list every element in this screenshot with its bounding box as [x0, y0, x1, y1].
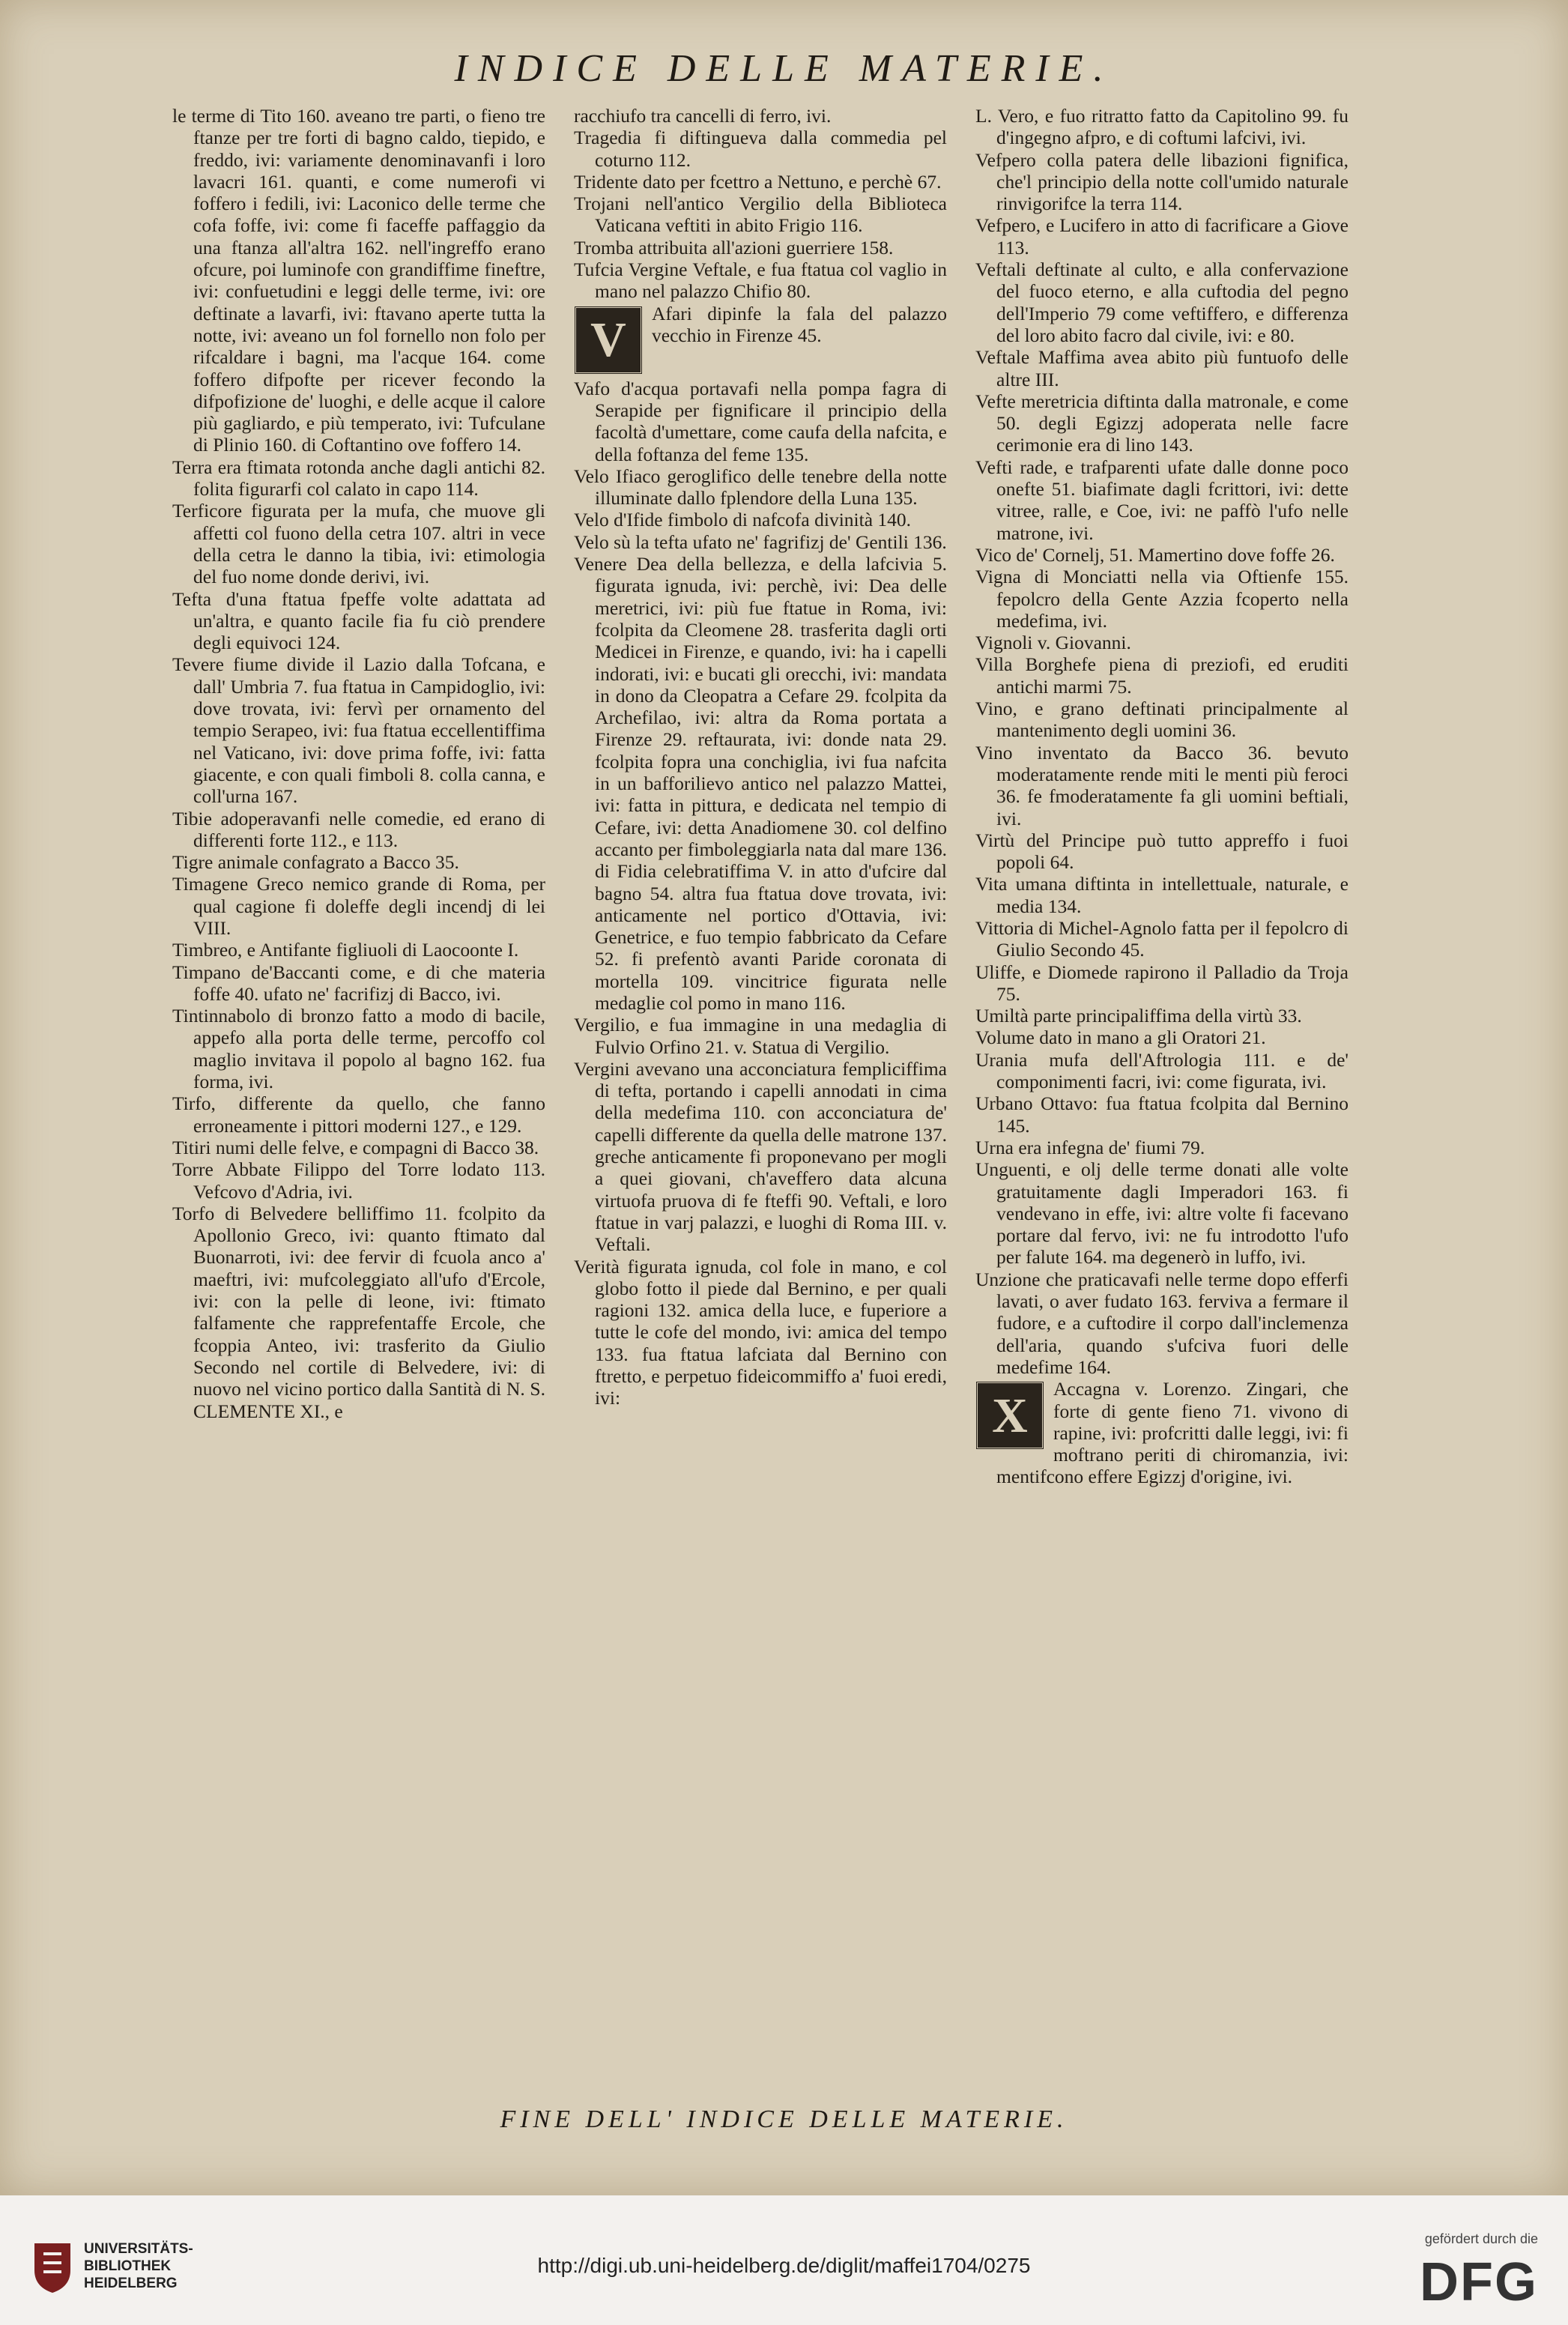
index-entry: Tigre animale confagrato a Bacco 35.	[172, 851, 459, 874]
index-entry: Tufcia Vergine Veftale, e fua ftatua col vaglio in mano nel palazzo Chifio 80.	[574, 258, 947, 303]
index-entry: Vignoli v. Giovanni.	[975, 632, 1131, 654]
index-entry: Villa Borghefe piena di preziofi, ed eruditi antichi marmi 75.	[975, 653, 1348, 698]
index-entry: Accagna v. Lorenzo. Zingari, che forte di gente fieno 71. vivono di rapine, ivi: profcritti dalle leggi, ivi: fi moftrano periti di chiromanzia, ivi: mentifcono effere Egizzj d'origine, ivi.	[996, 1378, 1348, 1488]
index-entry: Urbano Ottavo: fua ftatua fcolpita dal Bernino 145.	[975, 1092, 1348, 1137]
index-entry: Vergini avevano una acconciatura fempliciffima di tefta, portando i capelli annodati in cima della medefima 110. con acconciatura de' capelli differente da quella delle matrone 137. greche anticamente fi proponevano per mogli a quei giovani, ch'aveffero data alcuna virtuofa pruova di fe fteffi 90. Veftali, e loro ftatue in varj palazzi, e luoghi di Roma III. v. Veftali.	[574, 1057, 947, 1256]
index-entry: Velo d'Ifide fimbolo di nafcofa divinità 140.	[574, 509, 912, 531]
index-columns	[172, 105, 1348, 2075]
index-entry: Tirfo, differente da quello, che fanno erroneamente i pittori moderni 127., e 129.	[172, 1092, 545, 1137]
index-entry: Afari dipinfe la fala del palazzo vecchio in Firenze 45.	[652, 302, 947, 346]
index-entry: Umiltà parte principaliffima della virtù 33.	[975, 1005, 1302, 1027]
index-entry: Timpano de'Baccanti come, e di che materia foffe 40. ufato ne' facrifizj di Bacco, ivi.	[172, 961, 545, 1005]
index-entry: Urania mufa dell'Aftrologia 111. e de' componimenti facri, ivi: come figurata, ivi.	[975, 1048, 1348, 1093]
index-column-1	[172, 105, 545, 2075]
index-entry: Tintinnabolo di bronzo fatto a modo di bacile, appefo alla porta delle terme, percoffo col maglio invitava il popolo al bagno 162. fua forma, ivi.	[172, 1005, 545, 1093]
index-entry: Vino inventato da Bacco 36. bevuto moderatamente rende miti le menti più feroci 36. fe fmoderatamente fa gli uomini beftiali, ivi.	[975, 741, 1348, 829]
index-entry: Timagene Greco nemico grande di Roma, per qual cagione fi doleffe degli incendj di lei VIII.	[172, 873, 545, 939]
index-entry: Veftale Maffima avea abito più funtuofo delle altre III.	[975, 346, 1348, 390]
index-entry: Terra era ftimata rotonda anche dagli antichi 82. folita figurarfi col calato in capo 114.	[172, 456, 545, 501]
library-name-line: BIBLIOTHEK	[84, 2258, 172, 2274]
index-entry: Unguenti, e olj delle terme donati alle volte gratuitamente dagli Imperadori 163. fi vendevano in effe, ivi: altre volte fi facevano portare dal fervo, ivi: ne fu introdotto l'ufo per falute 164. ma degenerò in luffo, ivi.	[975, 1158, 1348, 1269]
index-entry: Virtù del Principe può tutto appreffo i fuoi popoli 64.	[975, 829, 1348, 874]
index-entry: Vittoria di Michel-Agnolo fatta per il fepolcro di Giulio Secondo 45.	[975, 916, 1348, 961]
index-entry: Vefte meretricia diftinta dalla matronale, e come 50. degli Egizzj adoperata nelle facre cerimonie era di lino 143.	[975, 390, 1348, 456]
end-of-index-line: FINE DELL' INDICE DELLE MATERIE.	[500, 2105, 1068, 2133]
index-entry: Vigna di Monciatti nella via Oftienfe 155. fepolcro della Gente Azzia fcoperto nella medefima, ivi.	[975, 566, 1348, 632]
index-entry: Vefpero, e Lucifero in atto di facrificare a Giove 113.	[975, 214, 1348, 258]
index-entry: Vergilio, e fua immagine in una medaglia di Fulvio Orfino 21. v. Statua di Vergilio.	[574, 1014, 947, 1058]
decorated-initial-section	[975, 1378, 1348, 1487]
index-entry: Titiri numi delle felve, e compagni di Bacco 38.	[172, 1136, 539, 1158]
index-entry: L. Vero, e fuo ritratto fatto da Capitolino 99. fu d'ingegno afpro, e di coftumi lafcivi, ivi.	[975, 105, 1348, 149]
index-entry: Venere Dea della bellezza, e della lafcivia 5. figurata ignuda, ivi: perchè, ivi: Dea delle meretrici, ivi: più fue ftatue in Roma, ivi: fcolpita da Cleomene 28. trasferita dagli orti Medicei in Firenze, e quando, ivi: ha i capelli indorati, ivi: e bucati gli orecchi, ivi: mandata in dono da Cleopatra a Cefare 29. fcolpita da Archefilao, ivi: altra da Roma portata a Firenze 29. reftaurata, ivi: donde nata 29. fcolpita fopra una conchiglia, ivi fua nafcita in un bafforilievo antico nel palazzo Mattei, ivi: fatta in pittura, e dedicata nel tempio di Cefare, ivi: detta Anadiomene 30. col delfino accanto per fimboleggiarla nata dal mare 136. di Fidia celebratiffima V. in atto d'ufcire dal bagno 54. altra fua ftatua dove trovata, ivi: anticamente nel portico d'Ottavia, ivi: Genetrice, e fuo tempio fabbricato da Cefare 52. fi prefentò avanti Paride coronata di mortella 109. vincitrice figurata nelle medaglie col pomo in mano 116.	[574, 553, 947, 1014]
index-entry: Tibie adoperavanfi nelle comedie, ed erano di differenti forte 112., e 113.	[172, 807, 545, 851]
dfg-logo: DFG	[1420, 2252, 1538, 2312]
index-entry: Velo Ifiaco geroglifico delle tenebre della notte illuminate dallo fplendore della Luna 135.	[574, 465, 947, 510]
ornamental-drop-cap: X	[975, 1381, 1044, 1450]
index-entry: Velo sù la tefta ufato ne' fagrifizj de' Gentili 136.	[574, 530, 947, 553]
index-entry: Timbreo, e Antifante figliuoli di Laocoonte I.	[172, 939, 519, 961]
index-entry: Urna era infegna de' fiumi 79.	[975, 1136, 1205, 1158]
index-entry: Verità figurata ignuda, col fole in mano, e col globo fotto il piede dal Bernino, e per quali ragioni 132. amica della luce, e fuperiore a tutte le cofe del mondo, ivi: amica del tempo 133. fua ftatua lafciata dal Bernino con ftretto, e perpetuo fideicommiffo a' fuoi eredi, ivi:	[574, 1255, 947, 1409]
index-entry: Trojani nell'antico Vergilio della Biblioteca Vaticana veftiti in abito Frigio 116.	[574, 193, 947, 237]
index-entry: Unzione che praticavafi nelle terme dopo efferfi lavati, o aver fudato 163. ferviva a fermare il fudore, e a cuftodire il corpo dall'inclemenza dell'aria, quando s'ufciva fuori delle medefime 164.	[975, 1268, 1348, 1378]
index-entry: le terme di Tito 160. aveano tre parti, o fieno tre ftanze per tre forti di bagno caldo, tiepido, e freddo, ivi: variamente denominavanfi i loro lavacri 161. quanti, e come numerofi vi foffero i fedili, ivi: Laconico delle terme che cofa foffe, ivi: come fi faceffe paffaggio da una ftanza all'altra 162. nell'ingreffo erano ofcure, poi luminofe con grandiffime fineftre, ivi: confuetudini e leggi delle terme, ivi: ore deftinate a lavarfi, ivi: ftavano aperte tutta la notte, ivi: aveano un fol fornello non folo per rifcaldare i bagni, ma l'acque 164. come foffero difpofte per ricever fecondo la difpofizione de' luoghi, e delle acque il calore più gagliardo, e più temperato, ivi: Tufculane di Plinio 160. di Coftantino ove foffero 14.	[172, 105, 545, 456]
index-entry: Vefti rade, e trafparenti ufate dalle donne poco onefte 51. biafimate dagli fcrittori, ivi: dette vitree, ralle, e Coe, ivi: ne paffò l'ufo nelle matrone, ivi.	[975, 456, 1348, 544]
index-entry: Tridente dato per fcettro a Nettuno, e perchè 67.	[574, 170, 942, 193]
source-url-link[interactable]: http://digi.ub.uni-heidelberg.de/diglit/maffei1704/0275	[537, 2254, 1031, 2277]
digitization-footer	[0, 2195, 1568, 2325]
index-entry: Uliffe, e Diomede rapirono il Palladio da Troja 75.	[975, 961, 1348, 1005]
index-entry: Tefta d'una ftatua fpeffe volte adattata ad un'altra, e quanto facile fia fu ciò prendere degli equivoci 124.	[172, 587, 545, 654]
index-entry: Vefpero colla patera delle libazioni fignifica, che'l principio della notte coll'umido naturale rinvigorifce la terra 114.	[975, 148, 1348, 215]
index-entry: Vico de' Cornelj, 51. Mamertino dove foffe 26.	[975, 543, 1335, 566]
index-column-2	[574, 105, 947, 2075]
index-entry: Vafo d'acqua portavafi nella pompa fagra di Serapide per fignificare il principio della facoltà d'umettare, come caufa della nafcita, e della foftanza del feme 135.	[574, 377, 947, 465]
index-entry: Torre Abbate Filippo del Torre lodato 113. Vefcovo d'Adria, ivi.	[172, 1158, 545, 1203]
index-entry: Vino, e grano deftinati principalmente al mantenimento degli uomini 36.	[975, 698, 1348, 742]
sponsor-label: gefördert durch die	[1424, 2231, 1538, 2246]
index-entry: Terficore figurata per la mufa, che muove gli affetti col fuono della cetra 107. altri in vece della cetra le danno la tibia, ivi: etimologia del fuo nome donde derivi, ivi.	[172, 500, 545, 588]
index-entry: Torfo di Belvedere belliffimo 11. fcolpito da Apollonio Greco, ivi: quanto ftimato dal Buonarroti, ivi: dee fervir di fcuola anco a' maeftri, ivi: mufcoleggiato all'ufo d'Ercole, ivi: con la pelle di leone, ivi: ftimato falfamente che rapprefentaffe Ercole, che fcoppia Anteo, ivi: trasferito da Giulio Secondo nel cortile di Belvedere, ivi: di nuovo nel vicino portico dalla Santità di N. S. CLEMENTE XI., e	[172, 1202, 545, 1422]
decorated-initial-section	[574, 303, 947, 378]
index-entry: Tragedia fi diftingueva dalla commedia pel coturno 112.	[574, 127, 947, 171]
index-entry: Vita umana diftinta in intellettuale, naturale, e media 134.	[975, 873, 1348, 917]
index-entry: racchiufo tra cancelli di ferro, ivi.	[574, 105, 832, 127]
index-entry: Tevere fiume divide il Lazio dalla Tofcana, e dall' Umbria 7. fua ftatua in Campidoglio, ivi: dove trovata, ivi: fervì per ornamento del tempio Serapeo, ivi: fua ftatua eccellentiffima nel Vaticano, ivi: dove prima foffe, ivi: fatta giacente, e con quali fimboli 8. colla canna, e coll'urna 167.	[172, 653, 545, 808]
index-entry: Volume dato in mano a gli Oratori 21.	[975, 1027, 1266, 1049]
library-name-line: UNIVERSITÄTS-	[84, 2241, 193, 2257]
index-entry: Tromba attribuita all'azioni guerriere 158.	[574, 236, 894, 258]
library-name-line: HEIDELBERG	[84, 2276, 178, 2291]
page-title: INDICE DELLE MATERIE.	[454, 47, 1114, 90]
index-column-3	[975, 105, 1348, 2075]
ornamental-drop-cap: V	[574, 306, 643, 375]
index-entry: Veftali deftinate al culto, e alla confervazione del fuoco eterno, e alla cuftodia del pegno dell'Imperio 79 come veftiffero, e differenza del loro abito facro dal civile, ivi: e 80.	[975, 258, 1348, 346]
